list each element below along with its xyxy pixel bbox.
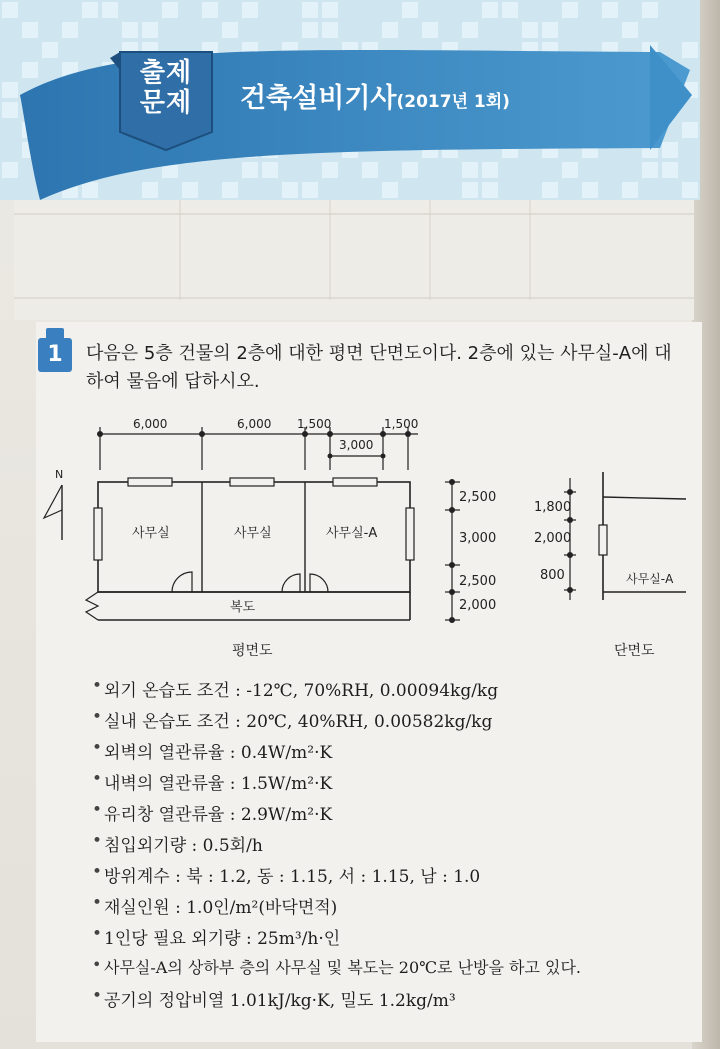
dim-right-3: 2,500: [459, 574, 497, 589]
condition-fresh-air: • 1인당 필요 외기량 : 25m³/h·인: [104, 924, 340, 949]
condition-outer-wall: • 외벽의 열관류율 : 0.4W/m²·K: [104, 738, 332, 763]
badge-line-2: 문제: [139, 88, 193, 118]
door-1: [172, 572, 192, 592]
question-line-2: 하여 물음에 답하시오.: [86, 371, 260, 392]
room-label-2: 사무실: [234, 526, 272, 541]
condition-adjacent: • 사무실-A의 상하부 층의 사무실 및 복도는 20℃로 난방을 하고 있다.: [104, 955, 581, 978]
exam-name: 건축설비기사: [240, 83, 397, 114]
question-line-1: 다음은 5층 건물의 2층에 대한 평면 단면도이다. 2층에 있는 사무실-A에 대: [86, 343, 672, 364]
exam-edition: (2017년 1회): [396, 92, 510, 112]
condition-occupancy: • 재실인원 : 1.0인/m²(바닥면적): [104, 893, 337, 918]
window-north-3: [333, 478, 377, 486]
window-north-1: [128, 478, 172, 486]
condition-glass: • 유리창 열관류율 : 2.9W/m²·K: [104, 800, 332, 825]
dim-top-3: 1,500: [297, 417, 332, 431]
section-room-label: 사무실-A: [626, 572, 674, 586]
section-dim-1: 1,800: [534, 500, 572, 515]
badge-line-1: 출제: [139, 58, 193, 88]
condition-inner-wall: • 내벽의 열관류율 : 1.5W/m²·K: [104, 769, 332, 794]
condition-infiltration: • 침입외기량 : 0.5회/h: [104, 831, 263, 856]
dim-right-4: 2,000: [459, 598, 497, 613]
condition-outdoor: • 외기 온습도 조건 : -12℃, 70%RH, 0.00094kg/kg: [104, 676, 498, 701]
door-2: [282, 574, 300, 592]
section-dim-2: 2,000: [534, 531, 572, 546]
section-dim-3: 800: [540, 568, 565, 583]
dim-top-4: 3,000: [339, 438, 374, 452]
dim-right-1: 2,500: [459, 490, 497, 505]
dim-top-1: 6,000: [133, 417, 168, 431]
dim-top-5: 1,500: [384, 417, 419, 431]
window-north-2: [230, 478, 274, 486]
dim-right-2: 3,000: [459, 531, 497, 546]
plan-caption: 평면도: [232, 643, 273, 659]
question-number: 1: [38, 338, 72, 372]
condition-air-props: • 공기의 정압비열 1.01kJ/kg·K, 밀도 1.2kg/m³: [104, 986, 456, 1011]
section-caption: 단면도: [614, 643, 655, 659]
corridor-break: [86, 592, 98, 620]
north-label: N: [55, 468, 64, 481]
section-window: [599, 525, 607, 555]
window-east: [406, 508, 414, 560]
north-arrow-head: [44, 485, 62, 518]
corridor-label: 복도: [230, 600, 256, 615]
condition-indoor: • 실내 온습도 조건 : 20℃, 40%RH, 0.00582kg/kg: [104, 707, 492, 732]
dim-top-2: 6,000: [237, 417, 272, 431]
section-ceiling: [603, 497, 686, 499]
room-label-a: 사무실-A: [326, 526, 378, 541]
window-west: [94, 508, 102, 560]
door-3: [310, 574, 328, 592]
condition-orientation: • 방위계수 : 북 : 1.2, 동 : 1.15, 서 : 1.15, 남 : 1.0: [104, 862, 480, 887]
room-label-1: 사무실: [132, 526, 170, 541]
